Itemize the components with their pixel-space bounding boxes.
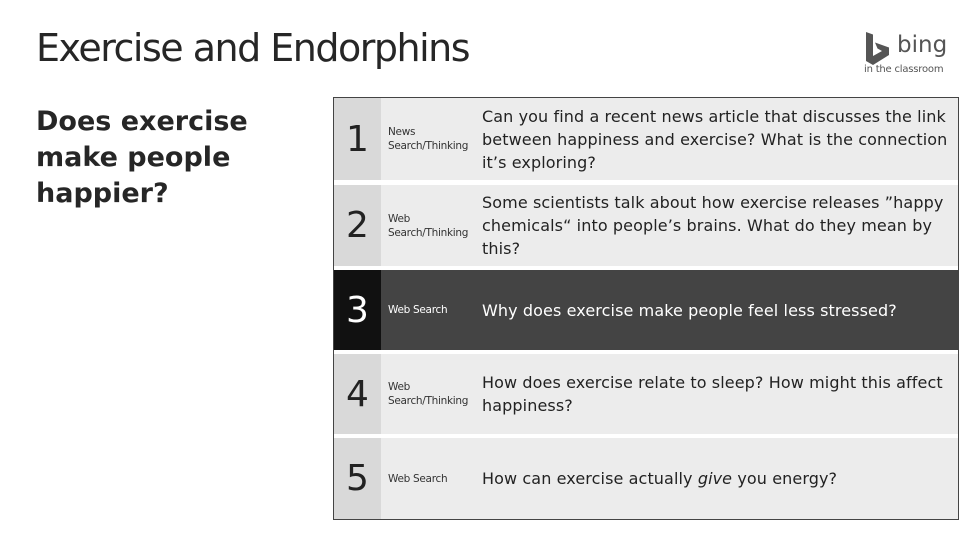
question-table	[333, 97, 959, 520]
row-number: 1	[334, 98, 381, 180]
bing-b-icon	[864, 31, 892, 67]
row-number: 5	[334, 438, 381, 519]
row-question: Some scientists talk about how exercise releases ”happy chemicals“ into people’s brains. What do they mean by this?	[473, 185, 958, 266]
table-row	[334, 185, 958, 266]
main-question: Does exercise make people happier?	[36, 106, 248, 209]
row-question: Can you find a recent news article that discusses the link between happiness and exercise? What is the connection it’s exploring?	[473, 98, 958, 180]
bing-wordmark: bing	[897, 32, 948, 58]
row-question: How does exercise relate to sleep? How might this affect happiness?	[473, 354, 958, 434]
row-source: Web Search/Thinking	[381, 354, 473, 434]
bing-subtitle: in the classroom	[864, 64, 944, 75]
row-number: 2	[334, 185, 381, 266]
row-source: Web Search/Thinking	[381, 185, 473, 266]
question-text-after: you energy?	[732, 469, 838, 488]
table-row-highlighted	[334, 270, 958, 350]
row-source: News Search/Thinking	[381, 98, 473, 180]
row-question	[473, 438, 958, 519]
table-row	[334, 438, 958, 519]
table-row	[334, 98, 958, 180]
question-text-before: How can exercise actually	[482, 469, 698, 488]
row-source: Web Search	[381, 270, 473, 350]
table-row	[334, 354, 958, 434]
question-text-emphasis: give	[697, 469, 733, 488]
row-number: 3	[334, 270, 381, 350]
row-source: Web Search	[381, 438, 473, 519]
row-number: 4	[334, 354, 381, 434]
row-question: Why does exercise make people feel less stressed?	[473, 270, 958, 350]
slide-title: Exercise and Endorphins	[36, 26, 470, 70]
bing-logo	[864, 31, 954, 77]
